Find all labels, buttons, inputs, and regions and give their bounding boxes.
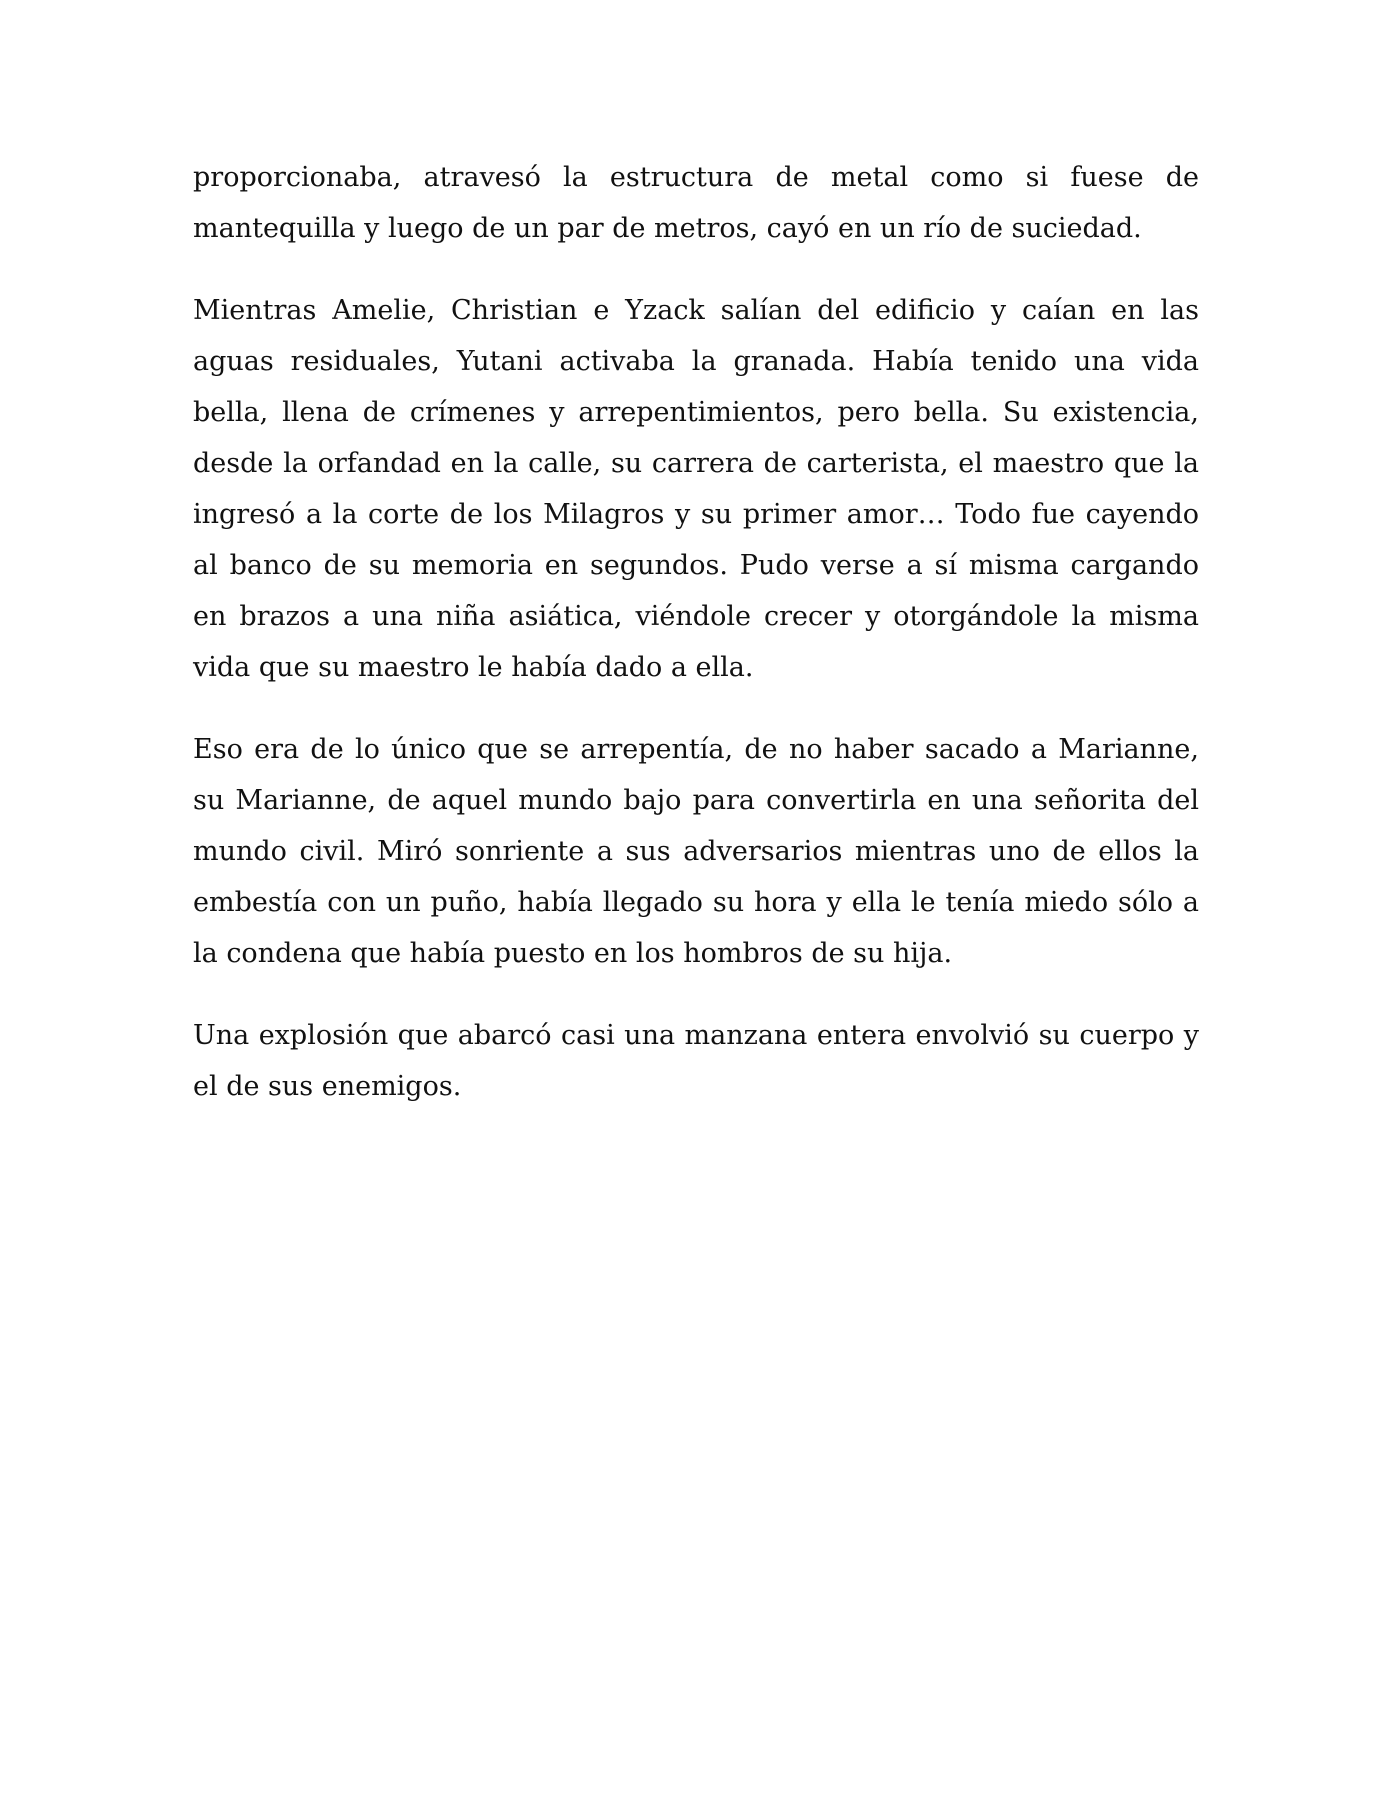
paragraph: Eso era de lo único que se arrepentía, de no haber sacado a Marianne, su Marianne, de aquel mundo bajo para convertirla en una señorita del mundo civil. Miró sonriente a sus adversarios mientras uno de ellos la embestía con un puño, había llegado su hora y ella le tenía miedo sólo a la condena que había puesto en los hombros de su hija. (193, 734, 1199, 969)
paragraph: Una explosión que abarcó casi una manzana entera envolvió su cuerpo y el de sus enemigos. (193, 1020, 1199, 1102)
paragraph: Mientras Amelie, Christian e Yzack salían del edificio y caían en las aguas residuales, Yutani activaba la granada. Había tenido una vida bella, llena de crímenes y arrepentimientos, pero bella. Su existencia, desde la orfandad en la calle, su carrera de carterista, el maestro que la ingresó a la corte de los Milagros y su primer amor… Todo fue cayendo al banco de su memoria en segundos. Pudo verse a sí misma cargando en brazos a una niña asiática, viéndole crecer y otorgándole la misma vida que su maestro le había dado a ella. (193, 295, 1199, 683)
paragraph: proporcionaba, atravesó la estructura de metal como si fuese de mantequilla y luego de un par de metros, cayó en un río de suciedad. (193, 162, 1199, 244)
body-text (193, 152, 1199, 1143)
